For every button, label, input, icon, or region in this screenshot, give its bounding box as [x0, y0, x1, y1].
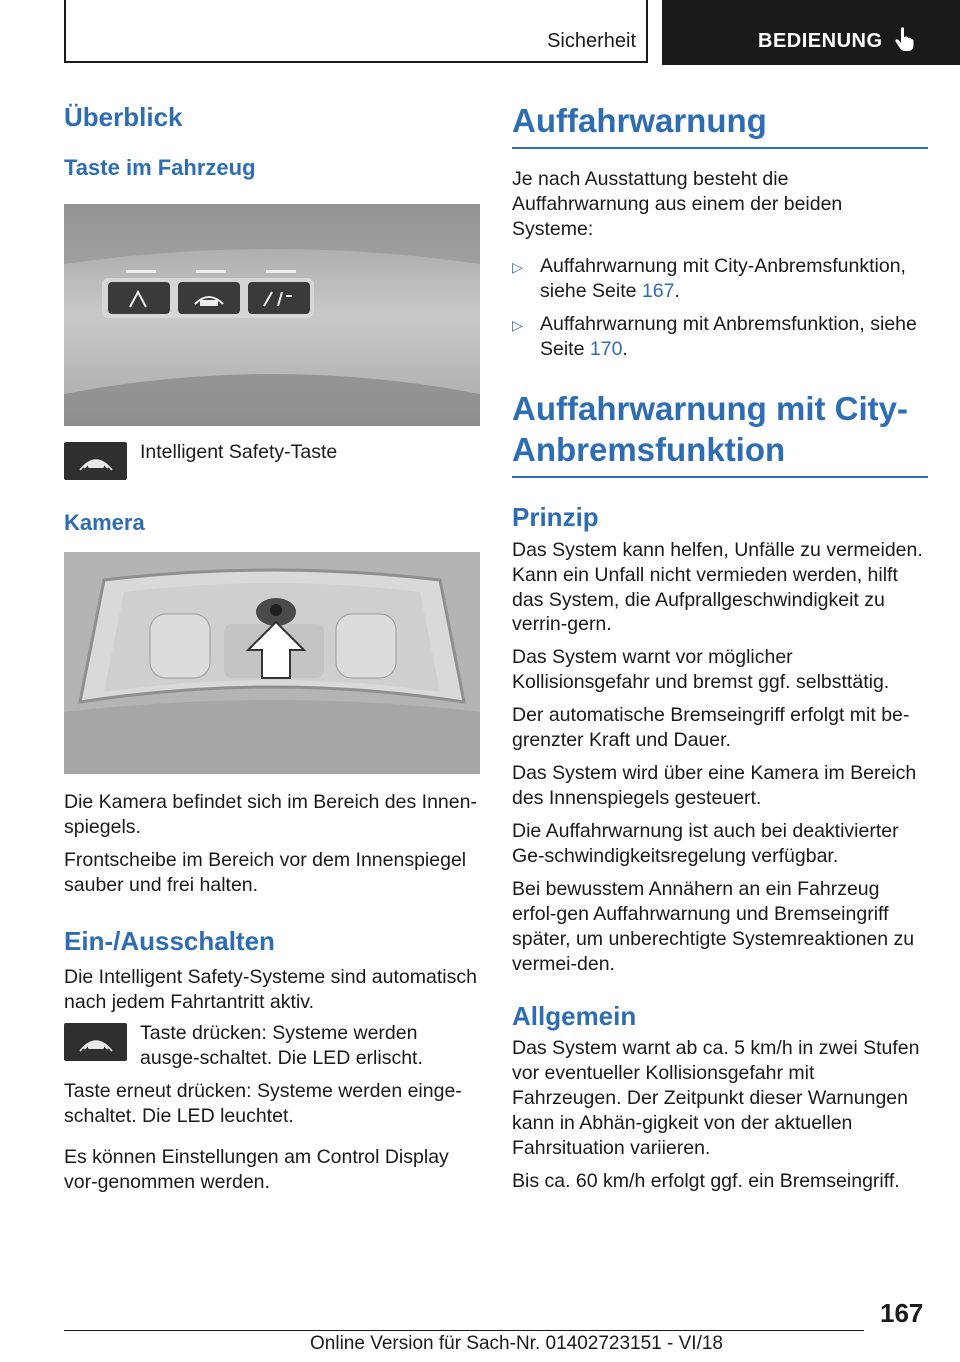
header-section-label: Sicherheit	[547, 30, 636, 52]
camera-windshield-photo	[64, 552, 480, 774]
list-item-text: Auffahrwarnung mit Anbremsfunktion, siehe Seite	[540, 313, 917, 360]
switch-off-row	[64, 1023, 480, 1071]
footer-version-text: Online Version für Sach-Nr. 01402723151 - VI/18	[310, 1333, 723, 1354]
principle-text: Die Auffahrwarnung ist auch bei deaktivierter Ge-schwindigkeitsregelung verfügbar.	[512, 820, 899, 868]
page-link[interactable]: 170	[589, 337, 623, 360]
on-off-auto-text: Die Intelligent Safety-Systeme sind automatisch nach jedem Fahrtantritt aktiv.	[64, 965, 477, 1013]
intelligent-safety-icon	[64, 1023, 127, 1061]
safety-button-caption-row	[64, 442, 480, 480]
triangle-bullet-icon: ▷	[512, 259, 523, 276]
page-link[interactable]: 167	[641, 280, 675, 303]
triangle-bullet-icon: ▷	[512, 317, 523, 334]
principle-text: Das System wird über eine Kamera im Bereich des Innenspiegels gesteuert.	[512, 762, 917, 810]
button-panel-photo	[64, 204, 480, 426]
list-item-text: Auffahrwarnung mit City-Anbremsfunktion, siehe Seite	[540, 255, 906, 303]
on-off-heading: Ein-/Ausschalten	[64, 925, 275, 956]
control-display-text: Es können Einstellungen am Control Display vor-genommen werden.	[64, 1145, 449, 1193]
list-item: ▷ Auffahrwarnung mit City-Anbremsfunktion, siehe Seite 167.	[512, 255, 906, 303]
safety-button-caption: Intelligent Safety-Taste	[140, 440, 338, 463]
title-rule	[512, 100, 928, 149]
general-text: Bis ca. 60 km/h erfolgt ggf. ein Bremseingriff.	[512, 1169, 900, 1192]
principle-text: Das System warnt vor möglicher Kollisionsgefahr und bremst ggf. selbsttätig.	[512, 646, 890, 694]
collision-warning-title: Auffahrwarnung	[512, 102, 767, 139]
pointing-hand-icon	[894, 26, 914, 57]
overview-heading: Überblick	[64, 102, 183, 132]
city-title-rule	[512, 388, 928, 479]
switch-on-text: Taste erneut drücken: Systeme werden einge-schaltet. Die LED leuchtet.	[64, 1079, 462, 1127]
list-item: ▷ Auffahrwarnung mit Anbremsfunktion, siehe Seite 170.	[512, 313, 917, 360]
camera-heading: Kamera	[64, 509, 145, 535]
footer-divider	[64, 1330, 864, 1331]
header-chapter-tab	[662, 0, 960, 65]
switch-off-text: Taste drücken: Systeme werden ausge-schaltet. Die LED erlischt.	[140, 1021, 423, 1069]
intelligent-safety-icon	[64, 442, 127, 480]
general-text: Das System warnt ab ca. 5 km/h in zwei Stufen vor eventueller Kollisionsgefahr mit Fahrzeugen. Der Zeitpunkt dieser Warnungen kann in Abhän-gigkeit von der aktuellen Fahrsituation variieren.	[512, 1037, 920, 1159]
principle-text: Der automatische Bremseingriff erfolgt mit be-grenzter Kraft und Dauer.	[512, 704, 910, 752]
right-column	[512, 100, 928, 1202]
collision-warning-intro: Je nach Ausstattung besteht die Auffahrwarnung aus einem der beiden Systeme:	[512, 168, 843, 241]
city-braking-title: Auffahrwarnung mit City-Anbremsfunktion	[512, 389, 908, 469]
header-chapter-label: BEDIENUNG	[758, 30, 883, 52]
general-heading: Allgemein	[512, 1000, 637, 1031]
camera-clean-text: Frontscheibe im Bereich vor dem Innenspiegel sauber und frei halten.	[64, 848, 467, 896]
camera-location-text: Die Kamera befindet sich im Bereich des Innen-spiegels.	[64, 790, 477, 838]
page-number: 167	[880, 1298, 924, 1328]
principle-text: Das System kann helfen, Unfälle zu vermeiden. Kann ein Unfall nicht vermieden werden, hilft das System, die Aufprallgeschwindigkeit zu verrin-gern.	[512, 538, 923, 636]
button-heading: Taste im Fahrzeug	[64, 155, 256, 181]
principle-heading: Prinzip	[512, 502, 599, 533]
principle-text: Bei bewusstem Annähern an ein Fahrzeug erfol-gen Auffahrwarnung und Bremseingriff später, um unberechtigte Systemreaktionen zu vermei-den.	[512, 878, 915, 975]
left-column	[64, 100, 480, 1203]
